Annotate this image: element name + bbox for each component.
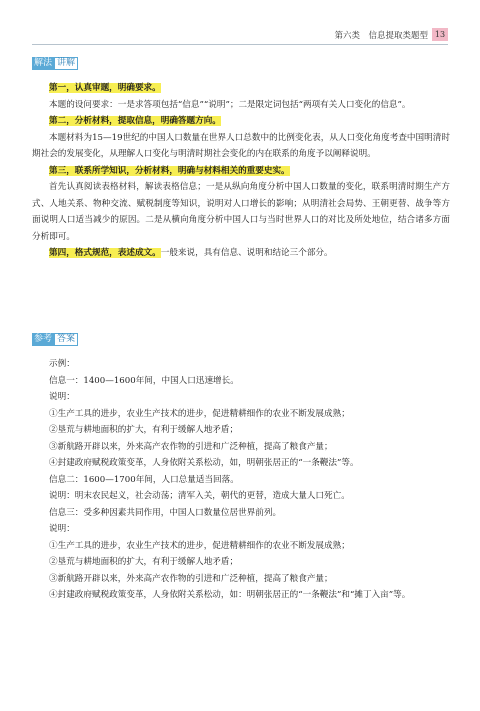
paragraph-3: 首先认真阅读表格材料，解读表格信息；一是从纵向角度分析中国人口数量的变化，联系明清时期生产方式、人地关系、物种交流、赋税制度等知识，说明对人口增长的影响；从明清社会局势、王朝更替、战争等方面说明人口适当减少的原因。二是从横向角度分析中国人口与当时世界人口的对比及所处地位，结合诸多方面分析即可。 [32, 182, 450, 242]
page-header [0, 28, 480, 44]
answer-line: ①生产工具的进步，农业生产技术的进步，促进精耕细作的农业不断发展成熟； [49, 408, 350, 419]
answer-line: 信息一：1400—1600年间，中国人口迅速增长。 [49, 375, 239, 386]
jiexi-section-tag [32, 57, 78, 70]
answer-line: 信息二：1600—1700年间，人口总量适当回落。 [49, 474, 239, 485]
answer-line: 说明： [49, 392, 75, 402]
jiexi-content [32, 80, 450, 262]
answer-line: ③新航路开辟以来，外来高产农作物的引进和广泛种植，提高了粮食产量； [49, 441, 333, 452]
step-1: 第一，认真审题，明确要求。 [49, 83, 161, 93]
jiexi-tag-a: 解法 [34, 58, 53, 68]
answer-line: 说明： [49, 524, 75, 534]
step-4: 第四，格式规范，表述成文。 [49, 248, 161, 258]
header-divider [32, 44, 448, 45]
answer-tag-a: 参考 [34, 334, 53, 344]
answer-tag-b: 答案 [54, 333, 78, 346]
answer-line: 说明：明末农民起义，社会动荡；清军入关，朝代的更替，造成大量人口死亡。 [49, 491, 350, 501]
answer-line: 示例： [49, 359, 75, 369]
answer-line: ②垦荒与耕地面积的扩大，有利于缓解人地矛盾； [49, 425, 239, 435]
answer-line: ③新航路开辟以来，外来高产农作物的引进和广泛种植，提高了粮食产量； [49, 573, 333, 584]
answer-line: 信息三：受多种因素共同作用，中国人口数量位居世界前列。 [49, 507, 282, 518]
answer-content [32, 356, 450, 604]
answer-section-tag [32, 333, 78, 346]
answer-line: ④封建政府赋税政策变革，人身依附关系松动，如：明朝张居正的“一条鞭法”和“摊丁入亩”等。 [49, 590, 411, 600]
paragraph-4: 一般来说，具有信息、说明和结论三个部分。 [160, 248, 333, 258]
paragraph-2: 本题材料为15—19世纪的中国人口数量在世界人口总数中的比例变化表，从人口变化角度考查中国明清时期社会的发展变化，从理解人口变化与明清时期社会变化的内在联系的角度予以阐释说明。 [32, 132, 450, 159]
header-title: 第六类 信息提取类题型 [334, 31, 428, 41]
step-4-line [32, 245, 450, 262]
answer-line: ④封建政府赋税政策变革，人身依附关系松动，如，明朝张居正的“一条鞭法”等。 [49, 458, 359, 468]
answer-line: ①生产工具的进步，农业生产技术的进步，促进精耕细作的农业不断发展成熟； [49, 540, 350, 551]
step-3: 第三，联系所学知识，分析材料，明确与材料相关的重要史实。 [49, 165, 290, 176]
step-2: 第二，分析材料，提取信息，明确答题方向。 [49, 116, 221, 126]
answer-line: ②垦荒与耕地面积的扩大，有利于缓解人地矛盾； [49, 557, 239, 567]
jiexi-tag-b: 讲解 [54, 57, 78, 70]
paragraph-1: 本题的设问要求：一是求答项包括“信息”“说明”；二是限定词包括“两项有关人口变化的信息”。 [49, 99, 411, 110]
page-number: 13 [432, 28, 448, 41]
